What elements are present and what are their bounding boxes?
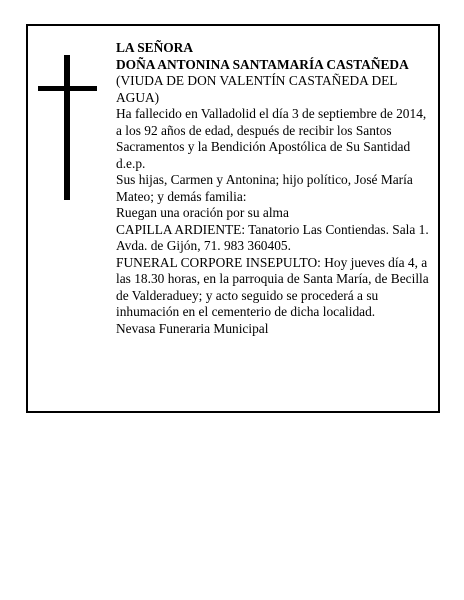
family-line: Sus hijas, Carmen y Antonina; hijo político, José María Mateo; y demás familia: <box>116 172 413 204</box>
cross-horizontal-bar <box>38 86 97 91</box>
chapel-info: CAPILLA ARDIENTE: Tanatorio Las Contiendas. Sala 1. Avda. de Gijón, 71. 983 360405. <box>116 221 429 253</box>
rip-text: d.e.p. <box>116 155 146 171</box>
cross-icon <box>38 55 98 200</box>
funeral-info: FUNERAL CORPORE INSEPULTO: Hoy jueves día 4, a las 18.30 horas, en la parroquia de Santa María, de Becilla de Valderaduey; y acto seguido se procederá a su inhumación en el cementerio de dicha localidad. <box>116 254 429 319</box>
prayer-request: Ruegan una oración por su alma <box>116 205 289 220</box>
funeral-home: Nevasa Funeraria Municipal <box>116 320 269 336</box>
obituary-notice <box>26 24 440 413</box>
deceased-name: DOÑA ANTONINA SANTAMARÍA CASTAÑEDA <box>116 56 409 72</box>
notice-title: LA SEÑORA <box>116 40 194 55</box>
death-info: Ha fallecido en Valladolid el día 3 de septiembre de 2014, a los 92 años de edad, después de recibir los Santos Sacramentos y la Bendición Apostólica de Su Santidad <box>116 106 427 154</box>
widow-of-line: (VIUDA DE DON VALENTÍN CASTAÑEDA DEL AGUA) <box>116 73 397 105</box>
notice-text <box>116 40 432 337</box>
cross-vertical-bar <box>64 55 70 200</box>
